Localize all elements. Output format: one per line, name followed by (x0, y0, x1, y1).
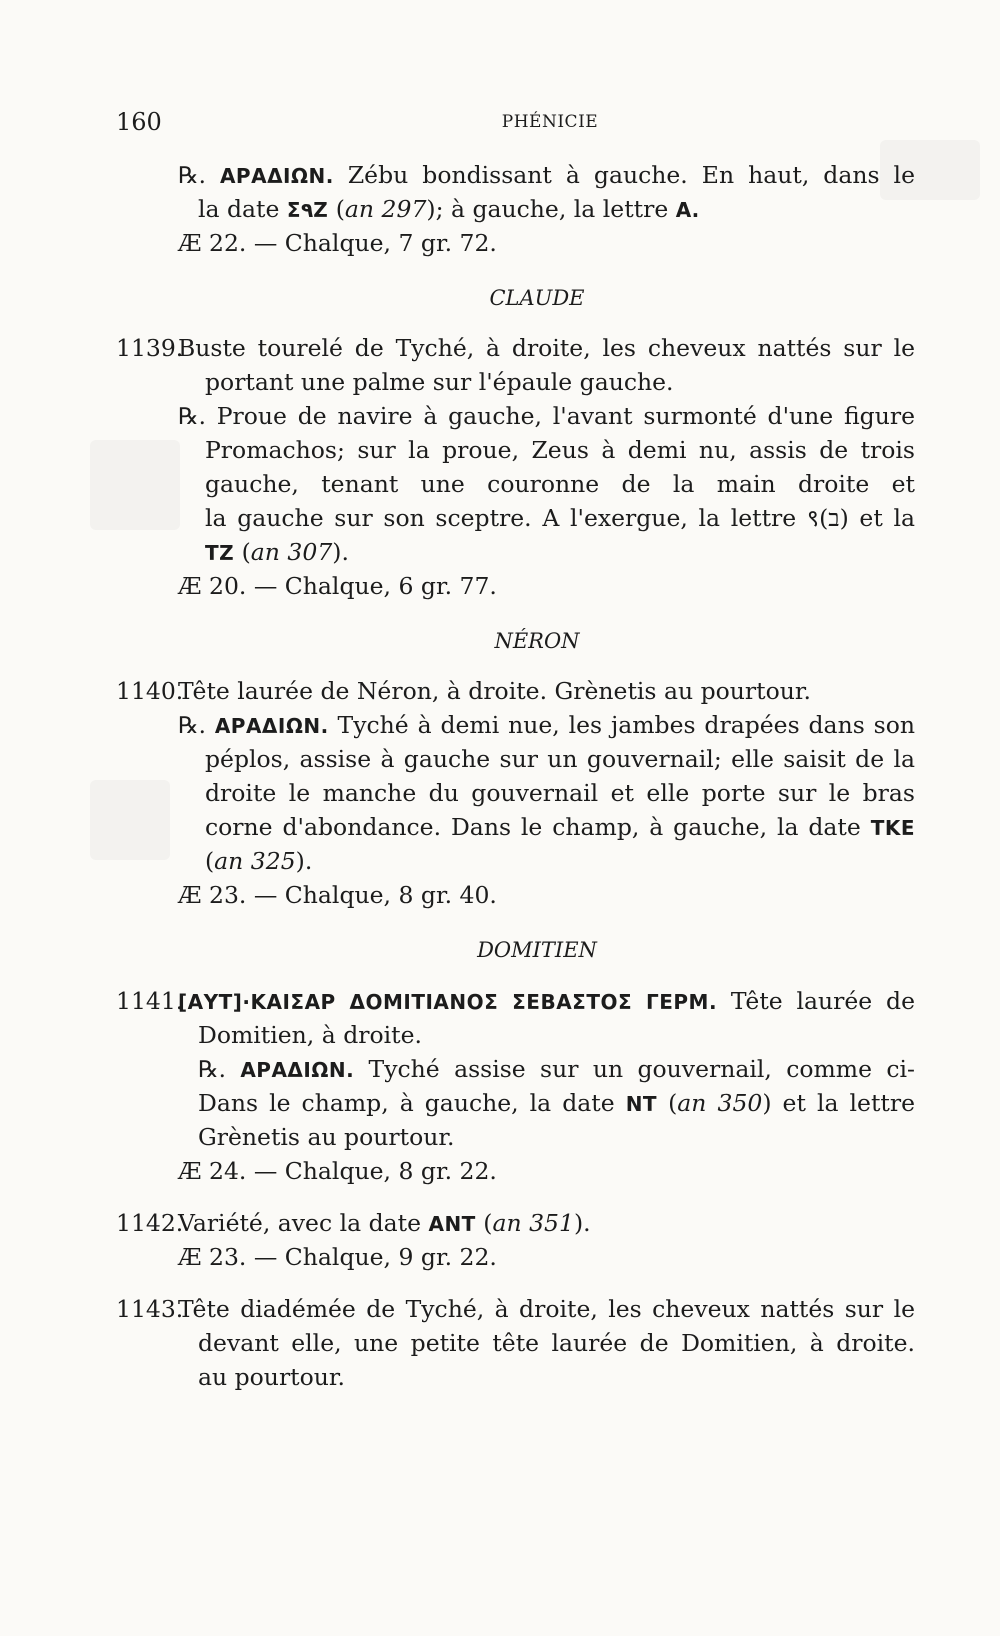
entry-1141-line-5: Grènetis au pourtour. (198, 1123, 455, 1151)
entry-number-1139: 1139. (116, 334, 184, 362)
entry-1141-line-4: Dans le champ, à gauche, la date ΝΤ (an 350) et la lettre (198, 1089, 915, 1117)
entry-1143-line-2: devant elle, une petite tête laurée de Domitien, à droite. (198, 1329, 915, 1357)
coin-legend: ΑΡΑΔΙΩΝ. (214, 714, 329, 738)
entry-1139-line-4: Promachos; sur la proue, Zeus à demi nu, assis de trois (205, 436, 915, 464)
reverse-mark: ℞. (178, 713, 206, 739)
reverse-mark: ℞. (178, 404, 206, 430)
entry-1143-line-1: Tête diadémée de Tyché, à droite, les cheveux nattés sur le (178, 1295, 915, 1323)
prev-metal-line: Æ 22. — Chalque, 7 gr. 72. (178, 229, 497, 257)
bleed-through-mark (90, 440, 180, 530)
entry-1140-line-2: ℞. ΑΡΑΔΙΩΝ. Tyché à demi nue, les jambes drapées dans son (178, 711, 915, 739)
entry-1141-metal: Æ 24. — Chalque, 8 gr. 22. (178, 1157, 497, 1185)
reverse-mark: ℞. (198, 1057, 226, 1083)
coin-legend: ΑΡΑΔΙΩΝ. (219, 164, 334, 188)
coin-date: ΝΤ (625, 1092, 658, 1116)
coin-date: ΤΚΕ (870, 816, 915, 840)
entry-1140-line-1: Tête laurée de Néron, à droite. Grènetis au pourtour. (178, 677, 811, 705)
entry-number-1143: 1143. (116, 1295, 184, 1323)
entry-1142-line-1: Variété, avec la date ΑΝΤ (an 351). (178, 1209, 591, 1237)
bleed-through-mark (90, 780, 170, 860)
entry-1140-line-3: péplos, assise à gauche sur un gouvernail; elle saisit de la (205, 745, 915, 773)
section-heading-neron: NÉRON (494, 629, 580, 653)
entry-1141-line-2: Domitien, à droite. (198, 1021, 422, 1049)
entry-1139-metal: Æ 20. — Chalque, 6 gr. 77. (178, 572, 497, 600)
coin-date: Σ٩Ζ (286, 198, 329, 222)
prev-reverse-line-1: ℞. ΑΡΑΔΙΩΝ. Zébu bondissant à gauche. En haut, dans le (178, 161, 915, 189)
entry-1142-metal: Æ 23. — Chalque, 9 gr. 22. (178, 1243, 497, 1271)
entry-1139-line-3: ℞. Proue de navire à gauche, l'avant surmonté d'une figure (178, 402, 915, 430)
entry-1139-line-2: portant une palme sur l'épaule gauche. (205, 368, 674, 396)
entry-1141-line-1: [ΑΥΤ]·ΚΑΙΣΑΡ ΔΟΜΙΤΙΑΝΟΣ ΣΕΒΑΣΤΟΣ ΓΕΡΜ. Tête laurée de (178, 987, 915, 1015)
coin-legend: [ΑΥΤ]·ΚΑΙΣΑΡ ΔΟΜΙΤΙΑΝΟΣ ΣΕΒΑΣΤΟΣ ΓΕΡΜ. (178, 990, 718, 1014)
entry-1140-line-4: droite le manche du gouvernail et elle porte sur le bras (205, 779, 915, 807)
entry-1139-line-7: ΤΖ (an 307). (205, 538, 349, 566)
page-number: 160 (116, 108, 162, 136)
prev-reverse-line-2: la date Σ٩Ζ (an 297); à gauche, la lettre Α. (198, 195, 700, 223)
entry-1140-line-5: corne d'abondance. Dans le champ, à gauche, la date ΤΚΕ (205, 813, 915, 841)
entry-1141-line-3: ℞. ΑΡΑΔΙΩΝ. Tyché assise sur un gouvernail, comme ci- (198, 1055, 915, 1083)
reverse-mark: ℞. (178, 163, 206, 189)
coin-letter: Α. (675, 198, 700, 222)
entry-1139-line-5: gauche, tenant une couronne de la main droite et (205, 470, 915, 498)
entry-number-1142: 1142. (116, 1209, 184, 1237)
coin-date: ΤΖ (205, 541, 235, 565)
entry-number-1141: 1141. (116, 987, 184, 1015)
entry-1139-line-6: la gauche sur son sceptre. A l'exergue, la lettre ९(ב) et la (205, 504, 915, 532)
coin-legend: ΑΡΑΔΙΩΝ. (240, 1058, 355, 1082)
entry-1140-line-6: (an 325). (205, 847, 313, 875)
entry-1143-line-3: au pourtour. (198, 1363, 346, 1391)
running-title: PHÉNICIE (501, 112, 599, 132)
entry-1140-metal: Æ 23. — Chalque, 8 gr. 40. (178, 881, 497, 909)
entry-number-1140: 1140. (116, 677, 184, 705)
section-heading-domitien: DOMITIEN (477, 938, 597, 962)
coin-date: ΑΝΤ (428, 1212, 476, 1236)
section-heading-claude: CLAUDE (489, 286, 585, 310)
entry-1139-line-1: Buste tourelé de Tyché, à droite, les cheveux nattés sur le (178, 334, 915, 362)
